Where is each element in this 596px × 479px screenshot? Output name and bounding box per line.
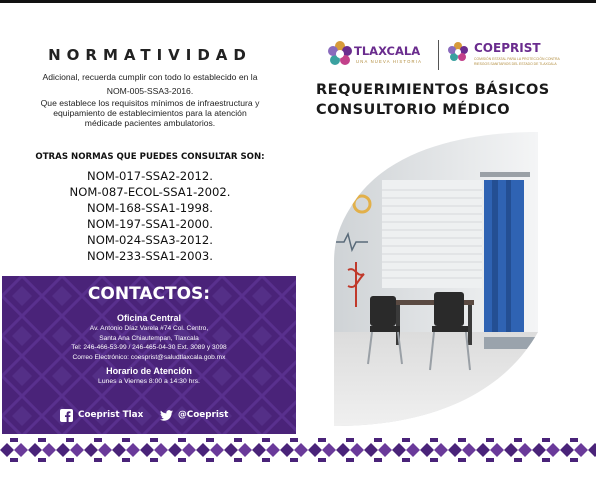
- twitter-icon: [160, 409, 173, 422]
- contactos-box: [2, 276, 296, 434]
- logo-divider: [438, 40, 439, 70]
- address-line: Santa Ana Chiautempan, Tlaxcala: [99, 334, 199, 342]
- contactos-title: CONTACTOS:: [87, 284, 211, 304]
- norma-item: NOM-233-SSA1-2003.: [87, 249, 213, 263]
- normatividad-title: NORMATIVIDAD: [48, 46, 252, 64]
- facebook-icon: [60, 409, 73, 422]
- norma-item: NOM-024-SSA3-2012.: [87, 233, 213, 247]
- intro-line: médicade pacientes ambulatorios.: [84, 118, 216, 128]
- intro-line: NOM-005-SSA3-2016.: [106, 86, 194, 96]
- twitter-link[interactable]: [160, 408, 228, 422]
- bottom-decorative-strip: [0, 436, 596, 464]
- phone-line: Tel: 246-466-53-99 / 246-465-04-30 Ext. 3089 y 3098: [71, 344, 227, 351]
- address-block: [2, 324, 296, 362]
- tlaxcala-logo-icon: [328, 41, 352, 65]
- norma-item: NOM-017-SSA2-2012.: [87, 169, 213, 183]
- email-line: Correo Electrónico: coesprist@saludtlaxcala.gob.mx: [72, 353, 226, 361]
- title-line: CONSULTORIO MÉDICO: [316, 102, 511, 118]
- otras-normas-heading: OTRAS NORMAS QUE PUEDES CONSULTAR SON:: [35, 152, 265, 162]
- facebook-link[interactable]: [60, 408, 143, 422]
- norma-item: NOM-087-ECOL-SSA1-2002.: [69, 185, 231, 199]
- intro-line: Adicional, recuerda cumplir con todo lo establecido en la: [42, 72, 258, 82]
- twitter-label: @Coeprist: [178, 410, 229, 420]
- tlaxcala-slogan: UNA NUEVA HISTORIA: [356, 59, 423, 64]
- tlaxcala-name: TLAXCALA: [354, 44, 421, 58]
- coeprist-logo-icon: [448, 42, 468, 61]
- norma-item: NOM-168-SSA1-1998.: [87, 201, 213, 215]
- horario-text: Lunes a Viernes 8:00 a 14:30 hrs.: [98, 378, 200, 385]
- norma-item: NOM-197-SSA1-2000.: [87, 217, 213, 231]
- left-panel: [0, 0, 300, 440]
- normatividad-intro: [6, 70, 294, 128]
- title-line: REQUERIMIENTOS BÁSICOS: [316, 82, 550, 98]
- facebook-label: Coeprist Tlax: [78, 410, 144, 420]
- page-title: [316, 80, 550, 120]
- oficina-central-title: Oficina Central: [116, 313, 181, 323]
- intro-line: equipamiento de establecimientos para la atención: [53, 108, 247, 118]
- consultorio-photo: [334, 132, 538, 426]
- normas-list: [0, 168, 300, 264]
- coeprist-subtitle: COMISIÓN ESTATAL PARA LA PROTECCIÓN CONTRA RIESGOS SANITARIOS DEL ESTADO DE TLAXCALA: [474, 57, 560, 66]
- address-line: Av. Antonio Díaz Varela #74 Col. Centro,: [89, 325, 209, 332]
- horario-title: Horario de Atención: [106, 366, 192, 376]
- intro-line: Que establece los requisitos mínimos de infraestructura y: [40, 98, 260, 108]
- coeprist-name: COEPRIST: [474, 41, 541, 55]
